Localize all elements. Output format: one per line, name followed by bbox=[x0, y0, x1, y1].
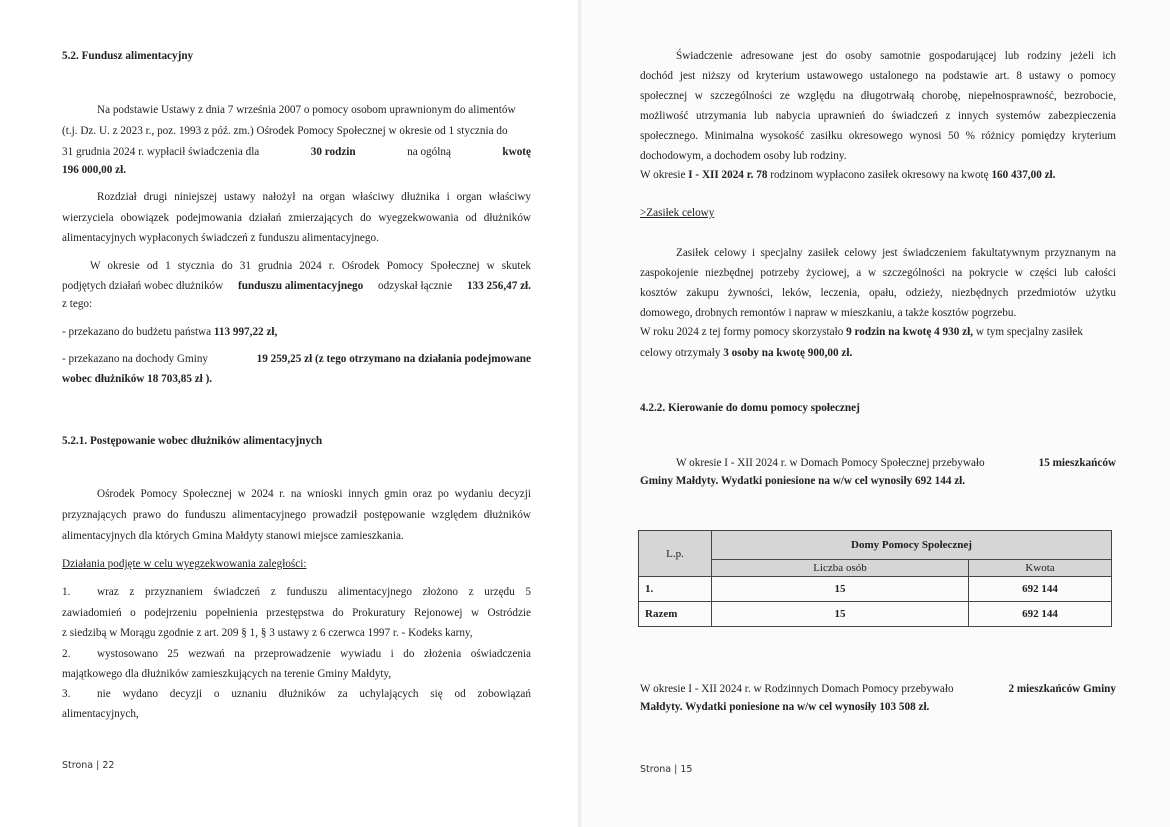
bold-span: 113 997,22 zł, bbox=[213, 326, 278, 338]
paragraph-line: dochodowym, a dochodem osoby lub rodziny. bbox=[640, 150, 847, 162]
text-span: odzyskał łącznie bbox=[377, 280, 453, 292]
text-span: W okresie bbox=[640, 169, 686, 181]
paragraph-line: alimentacyjnych dla których Gmina Małdyty stanowi miejsce zamieszkania. bbox=[62, 530, 404, 542]
bold-span: 19 259,25 zł (z tego otrzymano na działania podejmowane bbox=[256, 353, 531, 365]
list-item-line: z siedzibą w Morągu zgodnie z art. 209 § 1, § 3 ustawy z 6 czerwca 1997 r. - Kodeks karny, bbox=[62, 627, 473, 639]
paragraph-line: Gminy Małdyty. Wydatki poniesione na w/w cel wynosiły 692 144 zł. bbox=[640, 475, 966, 487]
text-span: W okresie I - XII 2024 r. w Rodzinnych Domach Pomocy przebywało bbox=[640, 683, 954, 695]
amount-text: 196 000,00 zł. bbox=[62, 164, 127, 176]
paragraph-line: społecznej w szczególności ze względu na długotrwałą chorobę, niepełnosprawność, bezrobocie, bbox=[640, 90, 1116, 102]
header-group: Domy Pomocy Społecznej bbox=[712, 531, 1112, 560]
list-number: 3. bbox=[62, 688, 71, 700]
text-span: 31 grudnia 2024 r. wypłacił świadczenia dla bbox=[62, 146, 260, 158]
cell-lp: Razem bbox=[639, 602, 712, 627]
paragraph-line: wierzyciela obowiązek podejmowania działań zmierzających do wyegzekwowania od dłużników bbox=[62, 212, 531, 224]
paragraph-line bbox=[640, 682, 1116, 696]
text-span: W roku 2024 z tej formy pomocy skorzystało bbox=[640, 326, 844, 338]
paragraph-line: domowego, drobnych remontów i napraw w mieszkaniu, a także kosztów pogrzebu. bbox=[640, 307, 1017, 319]
cell-amount: 692 144 bbox=[969, 577, 1112, 602]
paragraph-line: dochód jest niższy od kryterium ustawowego ustalonego na podstawie art. 8 ustawy o pomocy bbox=[640, 70, 1116, 82]
paragraph-line: (t.j. Dz. U. z 2023 r., poz. 1993 z póź. zm.) Ośrodek Pomocy Społecznej w okresie od 1 stycznia do bbox=[62, 125, 508, 137]
dps-table bbox=[638, 530, 1112, 627]
list-item-line: majątkowego dla dłużników zamieszkujących na terenie Gminy Małdyty, bbox=[62, 668, 392, 680]
table-row bbox=[639, 577, 1112, 602]
list-item-line: alimentacyjnych, bbox=[62, 708, 139, 720]
header-count: Liczba osób bbox=[712, 560, 969, 577]
bullet-line bbox=[62, 325, 277, 339]
list-item-line: nie wydano decyzji o uznaniu dłużników za uchylających się od zobowiązań bbox=[97, 688, 531, 700]
text-span: w tym specjalny zasiłek bbox=[975, 326, 1083, 338]
paragraph-line: możliwość utrzymania lub nabycia uprawnień do świadczeń z innych systemów zabezpieczenia bbox=[640, 110, 1116, 122]
paragraph-line: alimentacyjnych wypłaconych świadczeń z funduszu alimentacyjnego. bbox=[62, 232, 379, 244]
table-row bbox=[639, 602, 1112, 627]
paragraph-line: Na podstawie Ustawy z dnia 7 września 2007 o pomocy osobom uprawnionym do alimentów bbox=[97, 104, 516, 116]
paragraph-line bbox=[640, 325, 1083, 339]
actions-heading: Działania podjęte w celu wyegzekwowania zaległości: bbox=[62, 558, 307, 570]
bold-span: 160 437,00 zł. bbox=[991, 169, 1056, 181]
text-span: - przekazano do budżetu państwa bbox=[62, 326, 212, 338]
bold-span: 133 256,47 zł. bbox=[466, 280, 531, 292]
paragraph-line bbox=[676, 456, 1116, 470]
bold-span: I - XII 2024 r. 78 bbox=[688, 169, 768, 181]
bold-span: 2 mieszkańców Gminy bbox=[1008, 683, 1116, 695]
table-header-row bbox=[639, 531, 1112, 560]
bold-span: 30 rodzin bbox=[310, 146, 356, 158]
paragraph-line bbox=[62, 145, 531, 159]
bold-span: kwotę bbox=[502, 146, 531, 158]
bullet-line bbox=[62, 352, 531, 366]
paragraph-line bbox=[62, 279, 531, 293]
paragraph-line: Małdyty. Wydatki poniesione na w/w cel wynosiły 103 508 zł. bbox=[640, 701, 930, 713]
list-number: 1. bbox=[62, 586, 71, 598]
list-number: 2. bbox=[62, 648, 71, 660]
paragraph-line: przyznających prawo do funduszu alimentacyjnego prowadził postępowanie względem dłużników bbox=[62, 509, 531, 521]
text-span: celowy otrzymały bbox=[640, 347, 721, 359]
paragraph-line: Ośrodek Pomocy Społecznej w 2024 r. na wnioski innych gmin oraz po wydaniu decyzji bbox=[97, 488, 531, 500]
text-span: W okresie I - XII 2024 r. w Domach Pomocy Społecznej przebywało bbox=[676, 457, 985, 469]
section-heading: 4.2.2. Kierowanie do domu pomocy społecznej bbox=[640, 402, 860, 414]
paragraph-line: Rozdział drugi niniejszej ustawy nałożył na organ właściwy dłużnika i organ właściwy bbox=[97, 191, 531, 203]
header-amount: Kwota bbox=[969, 560, 1112, 577]
list-item-line: wystosowano 25 wezwań na przeprowadzenie wywiadu i do złożenia oświadczenia bbox=[97, 648, 531, 660]
page-gutter bbox=[578, 0, 582, 827]
cell-lp: 1. bbox=[639, 577, 712, 602]
paragraph-line: zaspokojenie niezbędnej potrzeby życiowej, a w szczególności na pokrycie w części lub całości bbox=[640, 267, 1116, 279]
bold-span: 3 osoby na kwotę 900,00 zł. bbox=[723, 347, 853, 359]
list-item-line: wraz z przyznaniem świadczeń z funduszu alimentacyjnego złożono z urzędu 5 bbox=[97, 586, 531, 598]
paragraph-line: Zasiłek celowy i specjalny zasiłek celowy jest świadczeniem fakultatywnym przyznanym na bbox=[676, 247, 1116, 259]
paragraph-line: kosztów zakupu żywności, leków, leczenia, opału, odzieży, niezbędnych przedmiotów użytku bbox=[640, 287, 1116, 299]
section-heading: 5.2.1. Postępowanie wobec dłużników alimentacyjnych bbox=[62, 435, 323, 447]
text-span: rodzinom wypłacono zasiłek okresowy na kwotę bbox=[770, 169, 989, 181]
text-span: - przekazano na dochody Gminy bbox=[62, 353, 209, 365]
bold-span: 9 rodzin na kwotę 4 930 zł, bbox=[846, 326, 974, 338]
header-lp: L.p. bbox=[639, 531, 712, 577]
cell-amount: 692 144 bbox=[969, 602, 1112, 627]
text-span: na ogólną bbox=[407, 146, 451, 158]
bold-span: 15 mieszkańców bbox=[1038, 457, 1116, 469]
bullet-line: wobec dłużników 18 703,85 zł ). bbox=[62, 373, 213, 385]
page-footer: Strona | 15 bbox=[640, 764, 693, 775]
cell-count: 15 bbox=[712, 602, 969, 627]
page-footer: Strona | 22 bbox=[62, 760, 115, 771]
section-heading: 5.2. Fundusz alimentacyjny bbox=[62, 50, 194, 62]
bold-span: funduszu alimentacyjnego bbox=[237, 280, 364, 292]
cell-count: 15 bbox=[712, 577, 969, 602]
paragraph-line: W okresie od 1 stycznia do 31 grudnia 2024 r. Ośrodek Pomocy Społecznej w skutek bbox=[90, 260, 531, 272]
paragraph-line: społecznego. Minimalna wysokość zasiłku okresowego wynosi 50 % różnicy pomiędzy kryterium bbox=[640, 130, 1116, 142]
paragraph-line bbox=[640, 168, 1055, 182]
paragraph-line: Świadczenie adresowane jest do osoby samotnie gospodarującej lub rodziny jeżeli ich bbox=[676, 50, 1116, 62]
zasilek-celowy-link: >Zasiłek celowy bbox=[640, 207, 715, 219]
paragraph-line bbox=[640, 346, 852, 360]
text-span: podjętych działań wobec dłużników bbox=[62, 280, 224, 292]
list-item-line: zawiadomień o podejrzeniu popełnienia przestępstwa do Prokuratury Rejonowej w Ostródzie bbox=[62, 607, 531, 619]
paragraph-line: z tego: bbox=[62, 298, 93, 310]
